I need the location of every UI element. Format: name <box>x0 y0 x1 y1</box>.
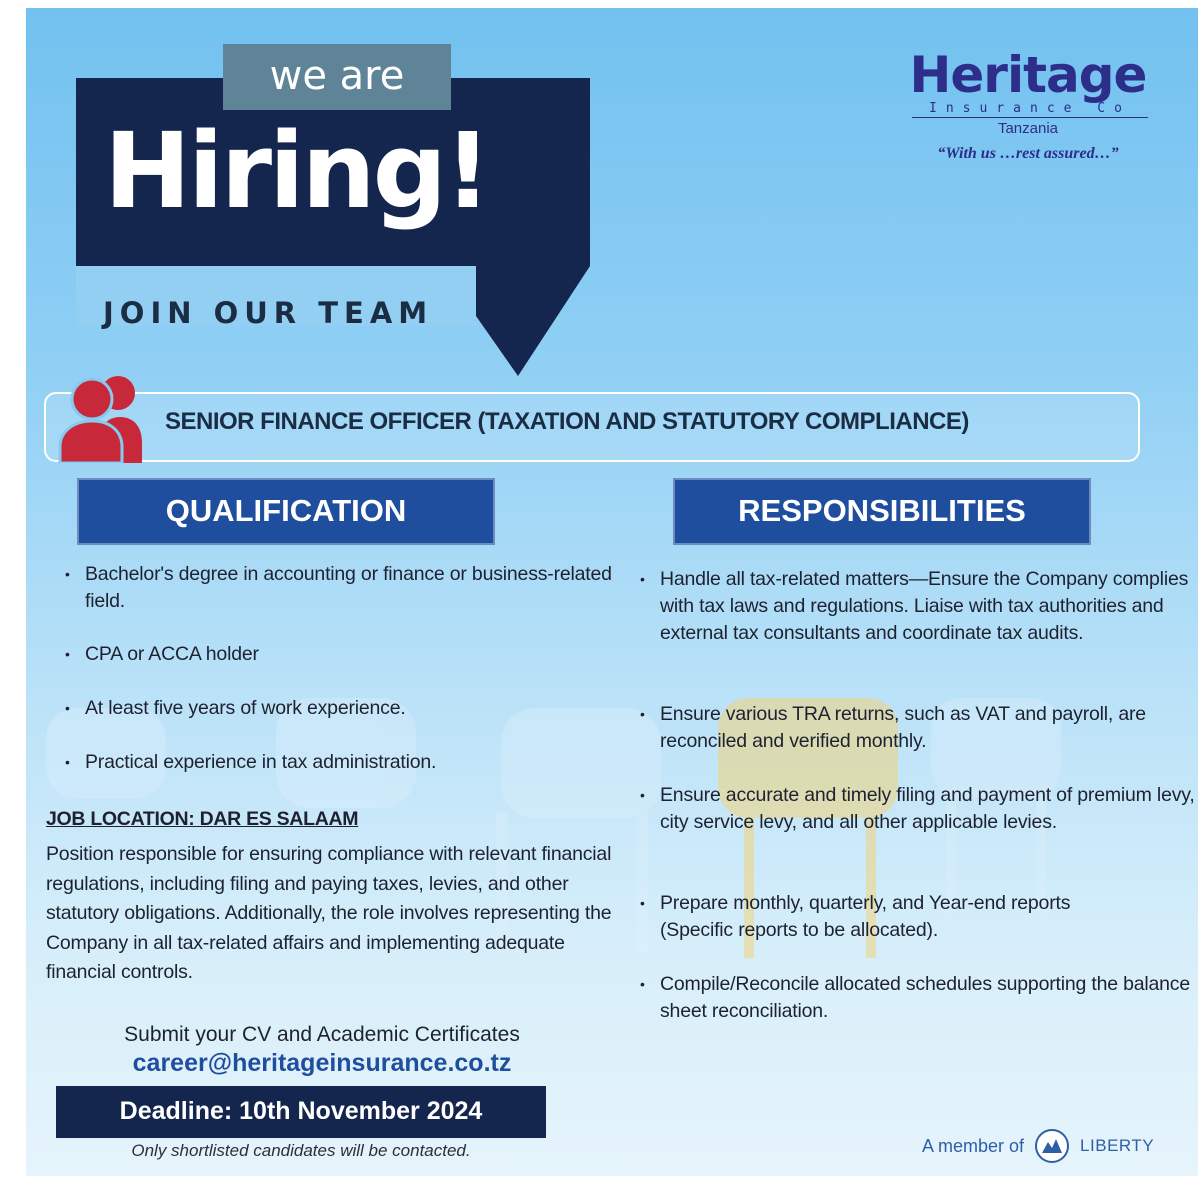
member-of-liberty <box>922 1126 1154 1166</box>
responsibilities-heading: RESPONSIBILITIES <box>673 478 1091 545</box>
responsibility-item: • Ensure accurate and timely filing and payment of premium levy, city service levy, and all other applicable levies. <box>660 782 1198 836</box>
qualification-item: • CPA or ACCA holder <box>85 641 625 668</box>
hiring-headline: Hiring! <box>104 110 489 232</box>
qualification-heading: QUALIFICATION <box>77 478 495 545</box>
responsibility-item: • Handle all tax-related matters—Ensure the Company complies with tax laws and regulations. Liaise with tax authorities and external tax consultants and coordinate tax audits. <box>660 566 1198 647</box>
job-description: Position responsible for ensuring compliance with relevant financial regulations, including filing and paying taxes, levies, and other statutory obligations. Additionally, the role involves representing the Company in all tax-related affairs and implementing adequate financial controls. <box>46 843 612 983</box>
responsibility-item: • Prepare monthly, quarterly, and Year-end reports (Specific reports to be allocated). <box>660 890 1140 944</box>
people-icon <box>58 371 148 463</box>
liberty-label: LIBERTY <box>1080 1136 1155 1155</box>
logo-tagline: “With us …rest assured…” <box>937 145 1119 162</box>
job-title: SENIOR FINANCE OFFICER (TAXATION AND STATUTORY COMPLIANCE) <box>165 408 969 435</box>
heritage-logo <box>898 48 1158 163</box>
logo-name: Heritage <box>909 46 1147 104</box>
qualification-item: • Bachelor's degree in accounting or finance or business-related field. <box>85 561 615 615</box>
job-location-heading: JOB LOCATION: DAR ES SALAAM <box>46 808 359 830</box>
logo-country: Tanzania <box>997 120 1059 137</box>
responsibility-item: • Compile/Reconcile allocated schedules supporting the balance sheet reconciliation. <box>660 971 1198 1025</box>
join-our-team-text: JOIN OUR TEAM <box>103 296 434 330</box>
qualification-item: • At least five years of work experience. <box>85 695 625 722</box>
deadline-banner: Deadline: 10th November 2024 <box>56 1086 546 1138</box>
career-email-link[interactable]: career@heritageinsurance.co.tz <box>132 1049 512 1077</box>
submit-instruction: Submit your CV and Academic Certificates <box>124 1023 520 1046</box>
liberty-logo-icon <box>1034 1128 1070 1164</box>
hiring-poster <box>26 8 1198 1176</box>
we-are-label: we are <box>223 44 451 110</box>
responsibility-item: • Ensure various TRA returns, such as VAT and payroll, are reconciled and verified monthly. <box>660 701 1198 755</box>
qualification-item: • Practical experience in tax administration. <box>85 749 625 776</box>
member-of-label: A member of <box>922 1135 1025 1156</box>
shortlist-note: Only shortlisted candidates will be contacted. <box>131 1141 471 1160</box>
logo-subtitle: Insurance Co <box>912 102 1148 118</box>
